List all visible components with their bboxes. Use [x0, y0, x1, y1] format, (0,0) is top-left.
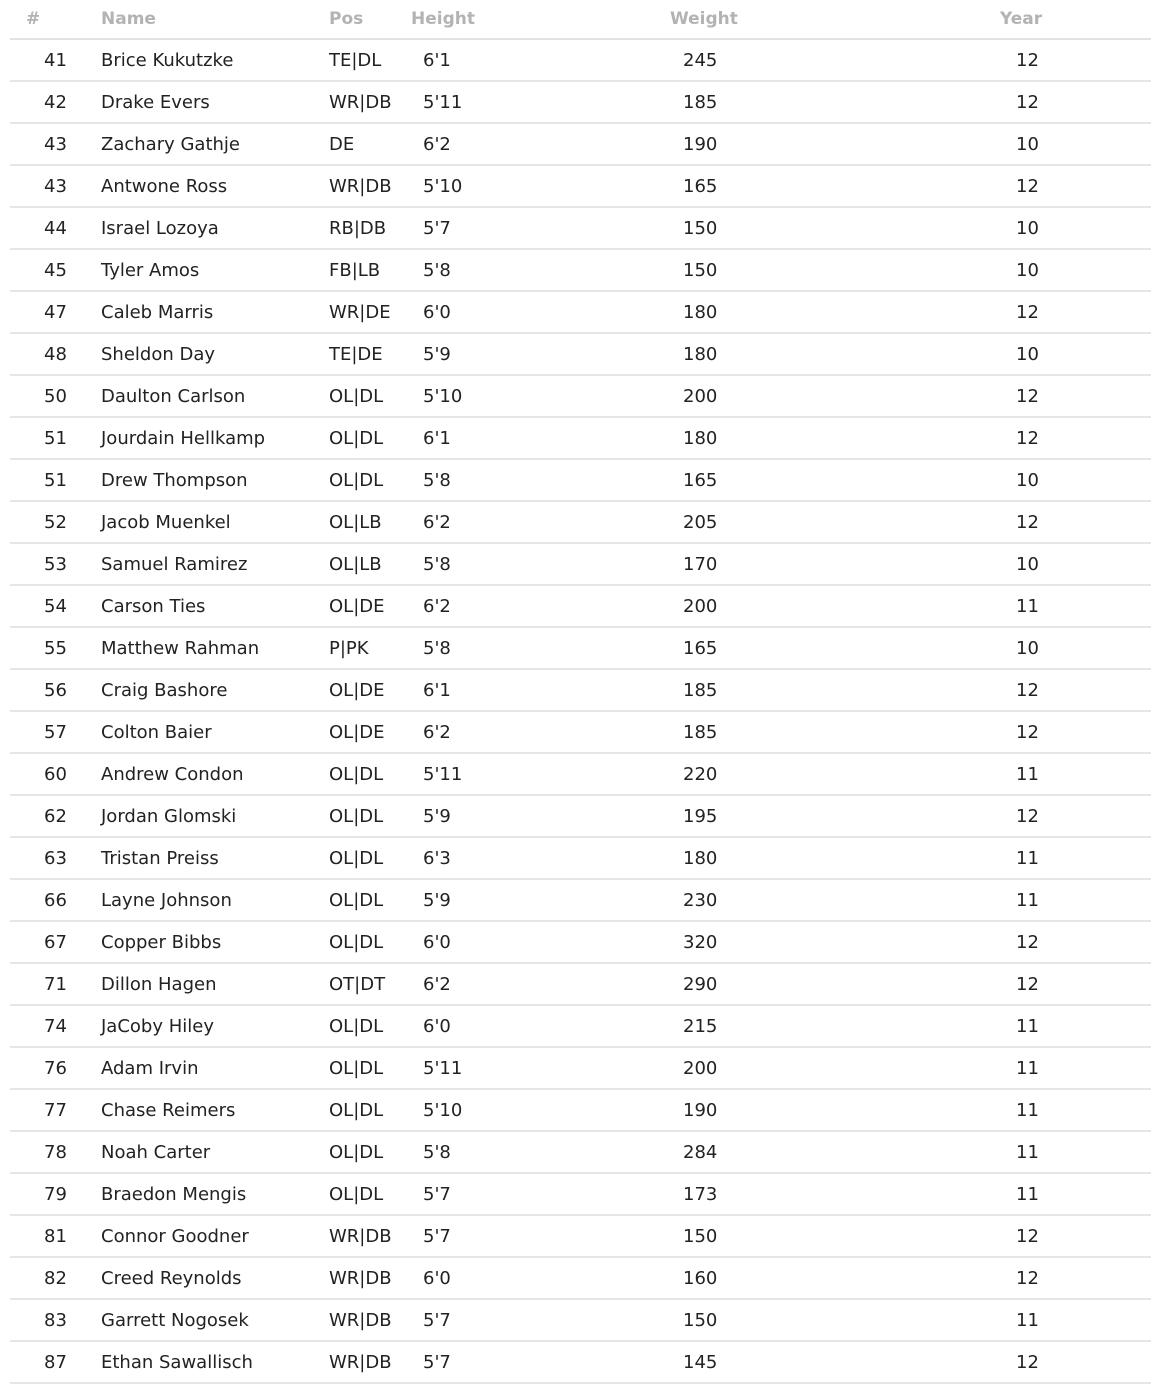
player-weight: 145	[591, 1341, 962, 1383]
player-name: Copper Bibbs	[101, 921, 329, 963]
player-position: OL|DE	[329, 585, 411, 627]
table-row	[10, 669, 1151, 711]
player-year: 10	[962, 123, 1151, 165]
player-weight: 200	[591, 585, 962, 627]
player-height: 6'2	[411, 123, 591, 165]
player-position: DE	[329, 123, 411, 165]
player-position: OL|DL	[329, 375, 411, 417]
player-name: Tristan Preiss	[101, 837, 329, 879]
player-name: Samuel Ramirez	[101, 543, 329, 585]
roster-header	[10, 0, 1151, 39]
player-name: JaCoby Hiley	[101, 1005, 329, 1047]
column-header-position[interactable]: Pos	[329, 0, 411, 39]
table-row	[10, 1299, 1151, 1341]
player-height: 5'7	[411, 207, 591, 249]
player-year: 12	[962, 963, 1151, 1005]
player-weight: 190	[591, 1089, 962, 1131]
player-year: 11	[962, 1089, 1151, 1131]
player-year: 10	[962, 249, 1151, 291]
player-number: 43	[10, 165, 101, 207]
table-row	[10, 1005, 1151, 1047]
table-row	[10, 1341, 1151, 1383]
player-year: 10	[962, 459, 1151, 501]
player-number: 45	[10, 249, 101, 291]
player-number: 63	[10, 837, 101, 879]
table-row	[10, 417, 1151, 459]
player-height: 6'2	[411, 711, 591, 753]
player-number: 66	[10, 879, 101, 921]
player-weight: 284	[591, 1131, 962, 1173]
table-row	[10, 921, 1151, 963]
table-row	[10, 501, 1151, 543]
player-height: 5'7	[411, 1299, 591, 1341]
player-year: 11	[962, 1005, 1151, 1047]
player-weight: 180	[591, 837, 962, 879]
player-year: 12	[962, 81, 1151, 123]
player-position: OT|DT	[329, 963, 411, 1005]
player-name: Andrew Condon	[101, 753, 329, 795]
roster-body	[10, 39, 1151, 1383]
player-name: Jourdain Hellkamp	[101, 417, 329, 459]
player-year: 11	[962, 1299, 1151, 1341]
player-name: Antwone Ross	[101, 165, 329, 207]
player-number: 54	[10, 585, 101, 627]
table-row	[10, 1257, 1151, 1299]
player-weight: 165	[591, 165, 962, 207]
player-year: 12	[962, 669, 1151, 711]
player-weight: 150	[591, 1299, 962, 1341]
player-weight: 190	[591, 123, 962, 165]
player-name: Colton Baier	[101, 711, 329, 753]
player-position: OL|DL	[329, 753, 411, 795]
player-year: 12	[962, 1257, 1151, 1299]
table-row	[10, 795, 1151, 837]
player-height: 6'0	[411, 1257, 591, 1299]
player-height: 5'7	[411, 1173, 591, 1215]
table-row	[10, 1089, 1151, 1131]
player-year: 12	[962, 1341, 1151, 1383]
table-row	[10, 81, 1151, 123]
player-weight: 180	[591, 333, 962, 375]
player-height: 6'2	[411, 963, 591, 1005]
player-number: 76	[10, 1047, 101, 1089]
player-height: 5'11	[411, 753, 591, 795]
player-name: Garrett Nogosek	[101, 1299, 329, 1341]
player-position: WR|DB	[329, 1257, 411, 1299]
player-weight: 185	[591, 669, 962, 711]
player-name: Ethan Sawallisch	[101, 1341, 329, 1383]
player-height: 6'1	[411, 669, 591, 711]
player-year: 11	[962, 1131, 1151, 1173]
player-height: 6'0	[411, 921, 591, 963]
player-number: 55	[10, 627, 101, 669]
player-position: WR|DB	[329, 1299, 411, 1341]
player-height: 5'8	[411, 249, 591, 291]
player-number: 62	[10, 795, 101, 837]
player-position: OL|DL	[329, 1131, 411, 1173]
player-height: 6'1	[411, 417, 591, 459]
table-row	[10, 39, 1151, 81]
player-height: 5'7	[411, 1341, 591, 1383]
table-row	[10, 753, 1151, 795]
player-name: Adam Irvin	[101, 1047, 329, 1089]
player-name: Matthew Rahman	[101, 627, 329, 669]
player-height: 5'9	[411, 795, 591, 837]
player-weight: 150	[591, 1215, 962, 1257]
player-number: 74	[10, 1005, 101, 1047]
column-header-height[interactable]: Height	[411, 0, 591, 39]
player-year: 10	[962, 333, 1151, 375]
player-number: 82	[10, 1257, 101, 1299]
player-number: 57	[10, 711, 101, 753]
player-height: 5'10	[411, 1089, 591, 1131]
player-position: OL|DL	[329, 879, 411, 921]
player-position: WR|DB	[329, 165, 411, 207]
table-row	[10, 585, 1151, 627]
player-number: 44	[10, 207, 101, 249]
player-year: 10	[962, 543, 1151, 585]
player-height: 5'11	[411, 81, 591, 123]
player-position: OL|DL	[329, 417, 411, 459]
player-year: 11	[962, 837, 1151, 879]
player-position: WR|DE	[329, 291, 411, 333]
player-number: 43	[10, 123, 101, 165]
table-row	[10, 627, 1151, 669]
table-row	[10, 879, 1151, 921]
player-position: OL|DE	[329, 711, 411, 753]
player-year: 12	[962, 501, 1151, 543]
table-row	[10, 249, 1151, 291]
player-number: 56	[10, 669, 101, 711]
player-year: 12	[962, 1215, 1151, 1257]
player-name: Carson Ties	[101, 585, 329, 627]
player-weight: 173	[591, 1173, 962, 1215]
player-position: TE|DL	[329, 39, 411, 81]
table-row	[10, 375, 1151, 417]
player-number: 77	[10, 1089, 101, 1131]
player-name: Creed Reynolds	[101, 1257, 329, 1299]
player-weight: 160	[591, 1257, 962, 1299]
player-year: 11	[962, 1047, 1151, 1089]
player-height: 5'10	[411, 165, 591, 207]
player-year: 12	[962, 291, 1151, 333]
table-row	[10, 459, 1151, 501]
player-position: OL|DL	[329, 1089, 411, 1131]
table-row	[10, 333, 1151, 375]
player-position: OL|DL	[329, 1173, 411, 1215]
player-number: 50	[10, 375, 101, 417]
player-year: 12	[962, 795, 1151, 837]
player-name: Noah Carter	[101, 1131, 329, 1173]
player-number: 53	[10, 543, 101, 585]
table-row	[10, 543, 1151, 585]
player-weight: 200	[591, 375, 962, 417]
player-year: 12	[962, 921, 1151, 963]
player-weight: 230	[591, 879, 962, 921]
player-year: 12	[962, 417, 1151, 459]
table-row	[10, 1131, 1151, 1173]
player-name: Caleb Marris	[101, 291, 329, 333]
player-year: 12	[962, 375, 1151, 417]
header-row	[10, 0, 1151, 39]
player-weight: 170	[591, 543, 962, 585]
player-number: 48	[10, 333, 101, 375]
player-weight: 180	[591, 417, 962, 459]
player-height: 6'0	[411, 291, 591, 333]
player-year: 12	[962, 39, 1151, 81]
player-number: 42	[10, 81, 101, 123]
player-name: Dillon Hagen	[101, 963, 329, 1005]
table-row	[10, 1047, 1151, 1089]
player-height: 5'9	[411, 333, 591, 375]
player-height: 6'0	[411, 1005, 591, 1047]
table-row	[10, 207, 1151, 249]
player-height: 5'8	[411, 543, 591, 585]
player-weight: 320	[591, 921, 962, 963]
table-row	[10, 123, 1151, 165]
column-header-number[interactable]: #	[10, 0, 101, 39]
player-year: 10	[962, 627, 1151, 669]
player-weight: 150	[591, 249, 962, 291]
player-number: 79	[10, 1173, 101, 1215]
player-weight: 195	[591, 795, 962, 837]
player-weight: 245	[591, 39, 962, 81]
player-weight: 165	[591, 459, 962, 501]
player-name: Drake Evers	[101, 81, 329, 123]
player-position: OL|DL	[329, 1005, 411, 1047]
player-height: 5'8	[411, 1131, 591, 1173]
player-height: 6'2	[411, 501, 591, 543]
player-position: FB|LB	[329, 249, 411, 291]
player-height: 5'8	[411, 459, 591, 501]
player-weight: 185	[591, 81, 962, 123]
player-name: Brice Kukutzke	[101, 39, 329, 81]
player-name: Braedon Mengis	[101, 1173, 329, 1215]
player-height: 6'1	[411, 39, 591, 81]
player-number: 83	[10, 1299, 101, 1341]
player-year: 11	[962, 879, 1151, 921]
table-row	[10, 1173, 1151, 1215]
player-name: Tyler Amos	[101, 249, 329, 291]
player-position: TE|DE	[329, 333, 411, 375]
player-position: OL|LB	[329, 543, 411, 585]
player-number: 51	[10, 417, 101, 459]
player-name: Jacob Muenkel	[101, 501, 329, 543]
player-weight: 185	[591, 711, 962, 753]
column-header-weight[interactable]: Weight	[591, 0, 962, 39]
player-name: Connor Goodner	[101, 1215, 329, 1257]
table-row	[10, 291, 1151, 333]
roster-table	[10, 0, 1151, 1384]
player-name: Craig Bashore	[101, 669, 329, 711]
player-year: 12	[962, 165, 1151, 207]
player-weight: 165	[591, 627, 962, 669]
player-position: WR|DB	[329, 1341, 411, 1383]
player-position: OL|DL	[329, 921, 411, 963]
table-row	[10, 837, 1151, 879]
player-name: Chase Reimers	[101, 1089, 329, 1131]
player-name: Israel Lozoya	[101, 207, 329, 249]
player-weight: 180	[591, 291, 962, 333]
player-number: 60	[10, 753, 101, 795]
player-height: 5'8	[411, 627, 591, 669]
player-number: 52	[10, 501, 101, 543]
player-year: 10	[962, 207, 1151, 249]
player-position: OL|LB	[329, 501, 411, 543]
player-weight: 200	[591, 1047, 962, 1089]
player-weight: 150	[591, 207, 962, 249]
player-position: WR|DB	[329, 81, 411, 123]
table-row	[10, 165, 1151, 207]
player-height: 5'10	[411, 375, 591, 417]
player-name: Jordan Glomski	[101, 795, 329, 837]
player-height: 5'11	[411, 1047, 591, 1089]
player-year: 11	[962, 753, 1151, 795]
player-name: Sheldon Day	[101, 333, 329, 375]
player-year: 12	[962, 711, 1151, 753]
player-position: OL|DL	[329, 459, 411, 501]
player-position: OL|DL	[329, 1047, 411, 1089]
player-position: RB|DB	[329, 207, 411, 249]
player-position: WR|DB	[329, 1215, 411, 1257]
player-position: OL|DE	[329, 669, 411, 711]
table-row	[10, 963, 1151, 1005]
player-year: 11	[962, 1173, 1151, 1215]
table-row	[10, 711, 1151, 753]
player-weight: 205	[591, 501, 962, 543]
player-height: 6'3	[411, 837, 591, 879]
player-number: 67	[10, 921, 101, 963]
player-weight: 220	[591, 753, 962, 795]
player-number: 41	[10, 39, 101, 81]
player-weight: 215	[591, 1005, 962, 1047]
player-number: 71	[10, 963, 101, 1005]
player-year: 11	[962, 585, 1151, 627]
player-height: 5'9	[411, 879, 591, 921]
player-number: 78	[10, 1131, 101, 1173]
player-height: 5'7	[411, 1215, 591, 1257]
player-number: 87	[10, 1341, 101, 1383]
player-name: Zachary Gathje	[101, 123, 329, 165]
player-name: Drew Thompson	[101, 459, 329, 501]
player-position: OL|DL	[329, 795, 411, 837]
column-header-name[interactable]: Name	[101, 0, 329, 39]
player-weight: 290	[591, 963, 962, 1005]
player-number: 51	[10, 459, 101, 501]
player-name: Layne Johnson	[101, 879, 329, 921]
player-name: Daulton Carlson	[101, 375, 329, 417]
player-position: P|PK	[329, 627, 411, 669]
player-number: 81	[10, 1215, 101, 1257]
player-height: 6'2	[411, 585, 591, 627]
player-position: OL|DL	[329, 837, 411, 879]
table-row	[10, 1215, 1151, 1257]
column-header-year[interactable]: Year	[962, 0, 1151, 39]
player-number: 47	[10, 291, 101, 333]
